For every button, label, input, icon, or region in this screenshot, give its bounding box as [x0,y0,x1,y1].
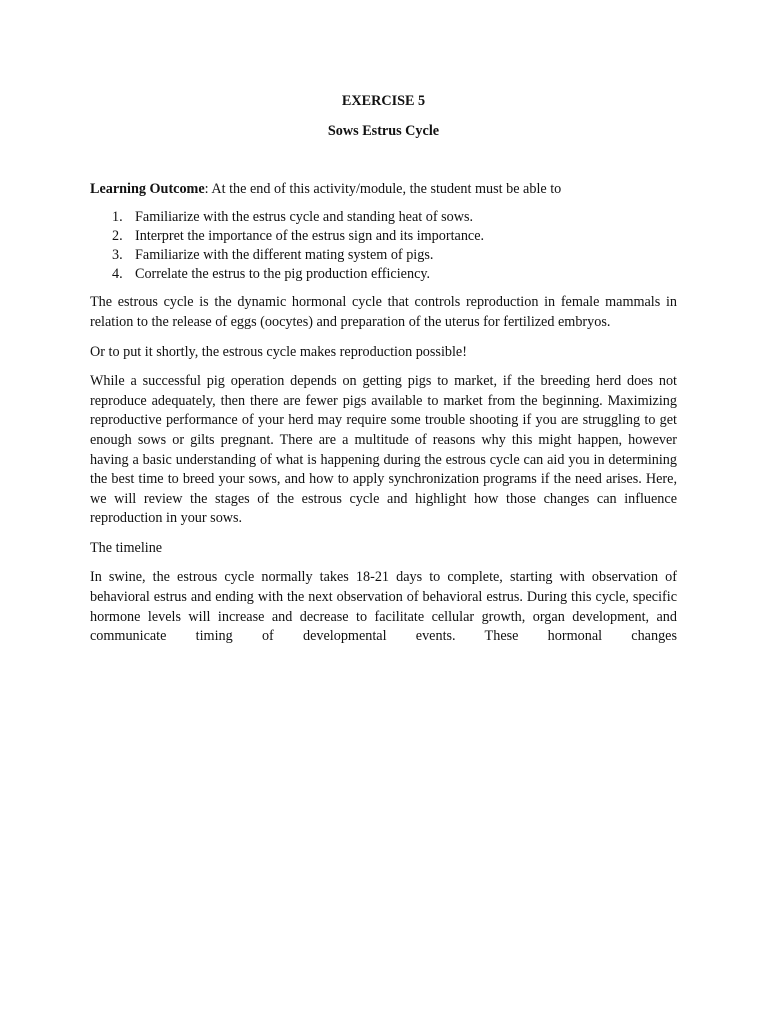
exercise-subtitle: Sows Estrus Cycle [327,123,440,139]
list-item-number: 2. [112,227,123,244]
list-item-text: Correlate the estrus to the pig production efficiency. [135,266,431,283]
list-item [90,265,677,284]
list-item-number: 3. [112,246,123,263]
list-item-text: Familiarize with the estrus cycle and standing heat of sows. [135,208,474,225]
document-page [90,92,677,647]
list-item-number: 1. [112,208,123,225]
paragraph-pig-operation: While a successful pig operation depends on getting pigs to market, if the breeding herd does not reproduce adequately, then there are fewer pigs available to market from the beginning. Maximizing reproductive performance of your herd may require some trouble shooting if you are struggling to get enough sows or gilts pregnant. There are a multitude of reasons why this might happen, however having a basic understanding of what is happening during the estrous cycle can aid you in determining the best time to breed your sows, and how to apply synchronization programs if the need arises. Here, we will review the stages of the estrous cycle and highlight how those changes can influence reproduction in your sows. [90,373,677,527]
paragraph-short-summary: Or to put it shortly, the estrous cycle makes reproduction possible! [90,343,467,360]
list-item [90,227,677,246]
section-heading-timeline: The timeline [90,539,163,556]
list-item-text: Familiarize with the different mating system of pigs. [135,246,434,263]
learning-outcome-label: Learning Outcome [90,181,205,197]
list-item-text: Interpret the importance of the estrus sign and its importance. [135,227,485,244]
list-item [90,246,677,265]
exercise-title: EXERCISE 5 [341,93,426,109]
list-item-number: 4. [112,266,123,283]
paragraph-estrous-definition: The estrous cycle is the dynamic hormonal cycle that controls reproduction in female mammals in relation to the release of eggs (oocytes) and preparation of the uterus for fertilized embryos. [90,294,677,330]
learning-outcome-text: : At the end of this activity/module, the student must be able to [204,181,562,197]
paragraph-timeline: In swine, the estrous cycle normally takes 18-21 days to complete, starting with observation of behavioral estrus and ending with the next observation of behavioral estrus. During this cycle, specific hormone levels will increase and decrease to facilitate cellular growth, organ development, and communicate timing of developmental events. These hormonal changes [90,569,677,645]
outcomes-list [90,208,677,285]
learning-outcome [90,180,677,200]
list-item [90,208,677,227]
